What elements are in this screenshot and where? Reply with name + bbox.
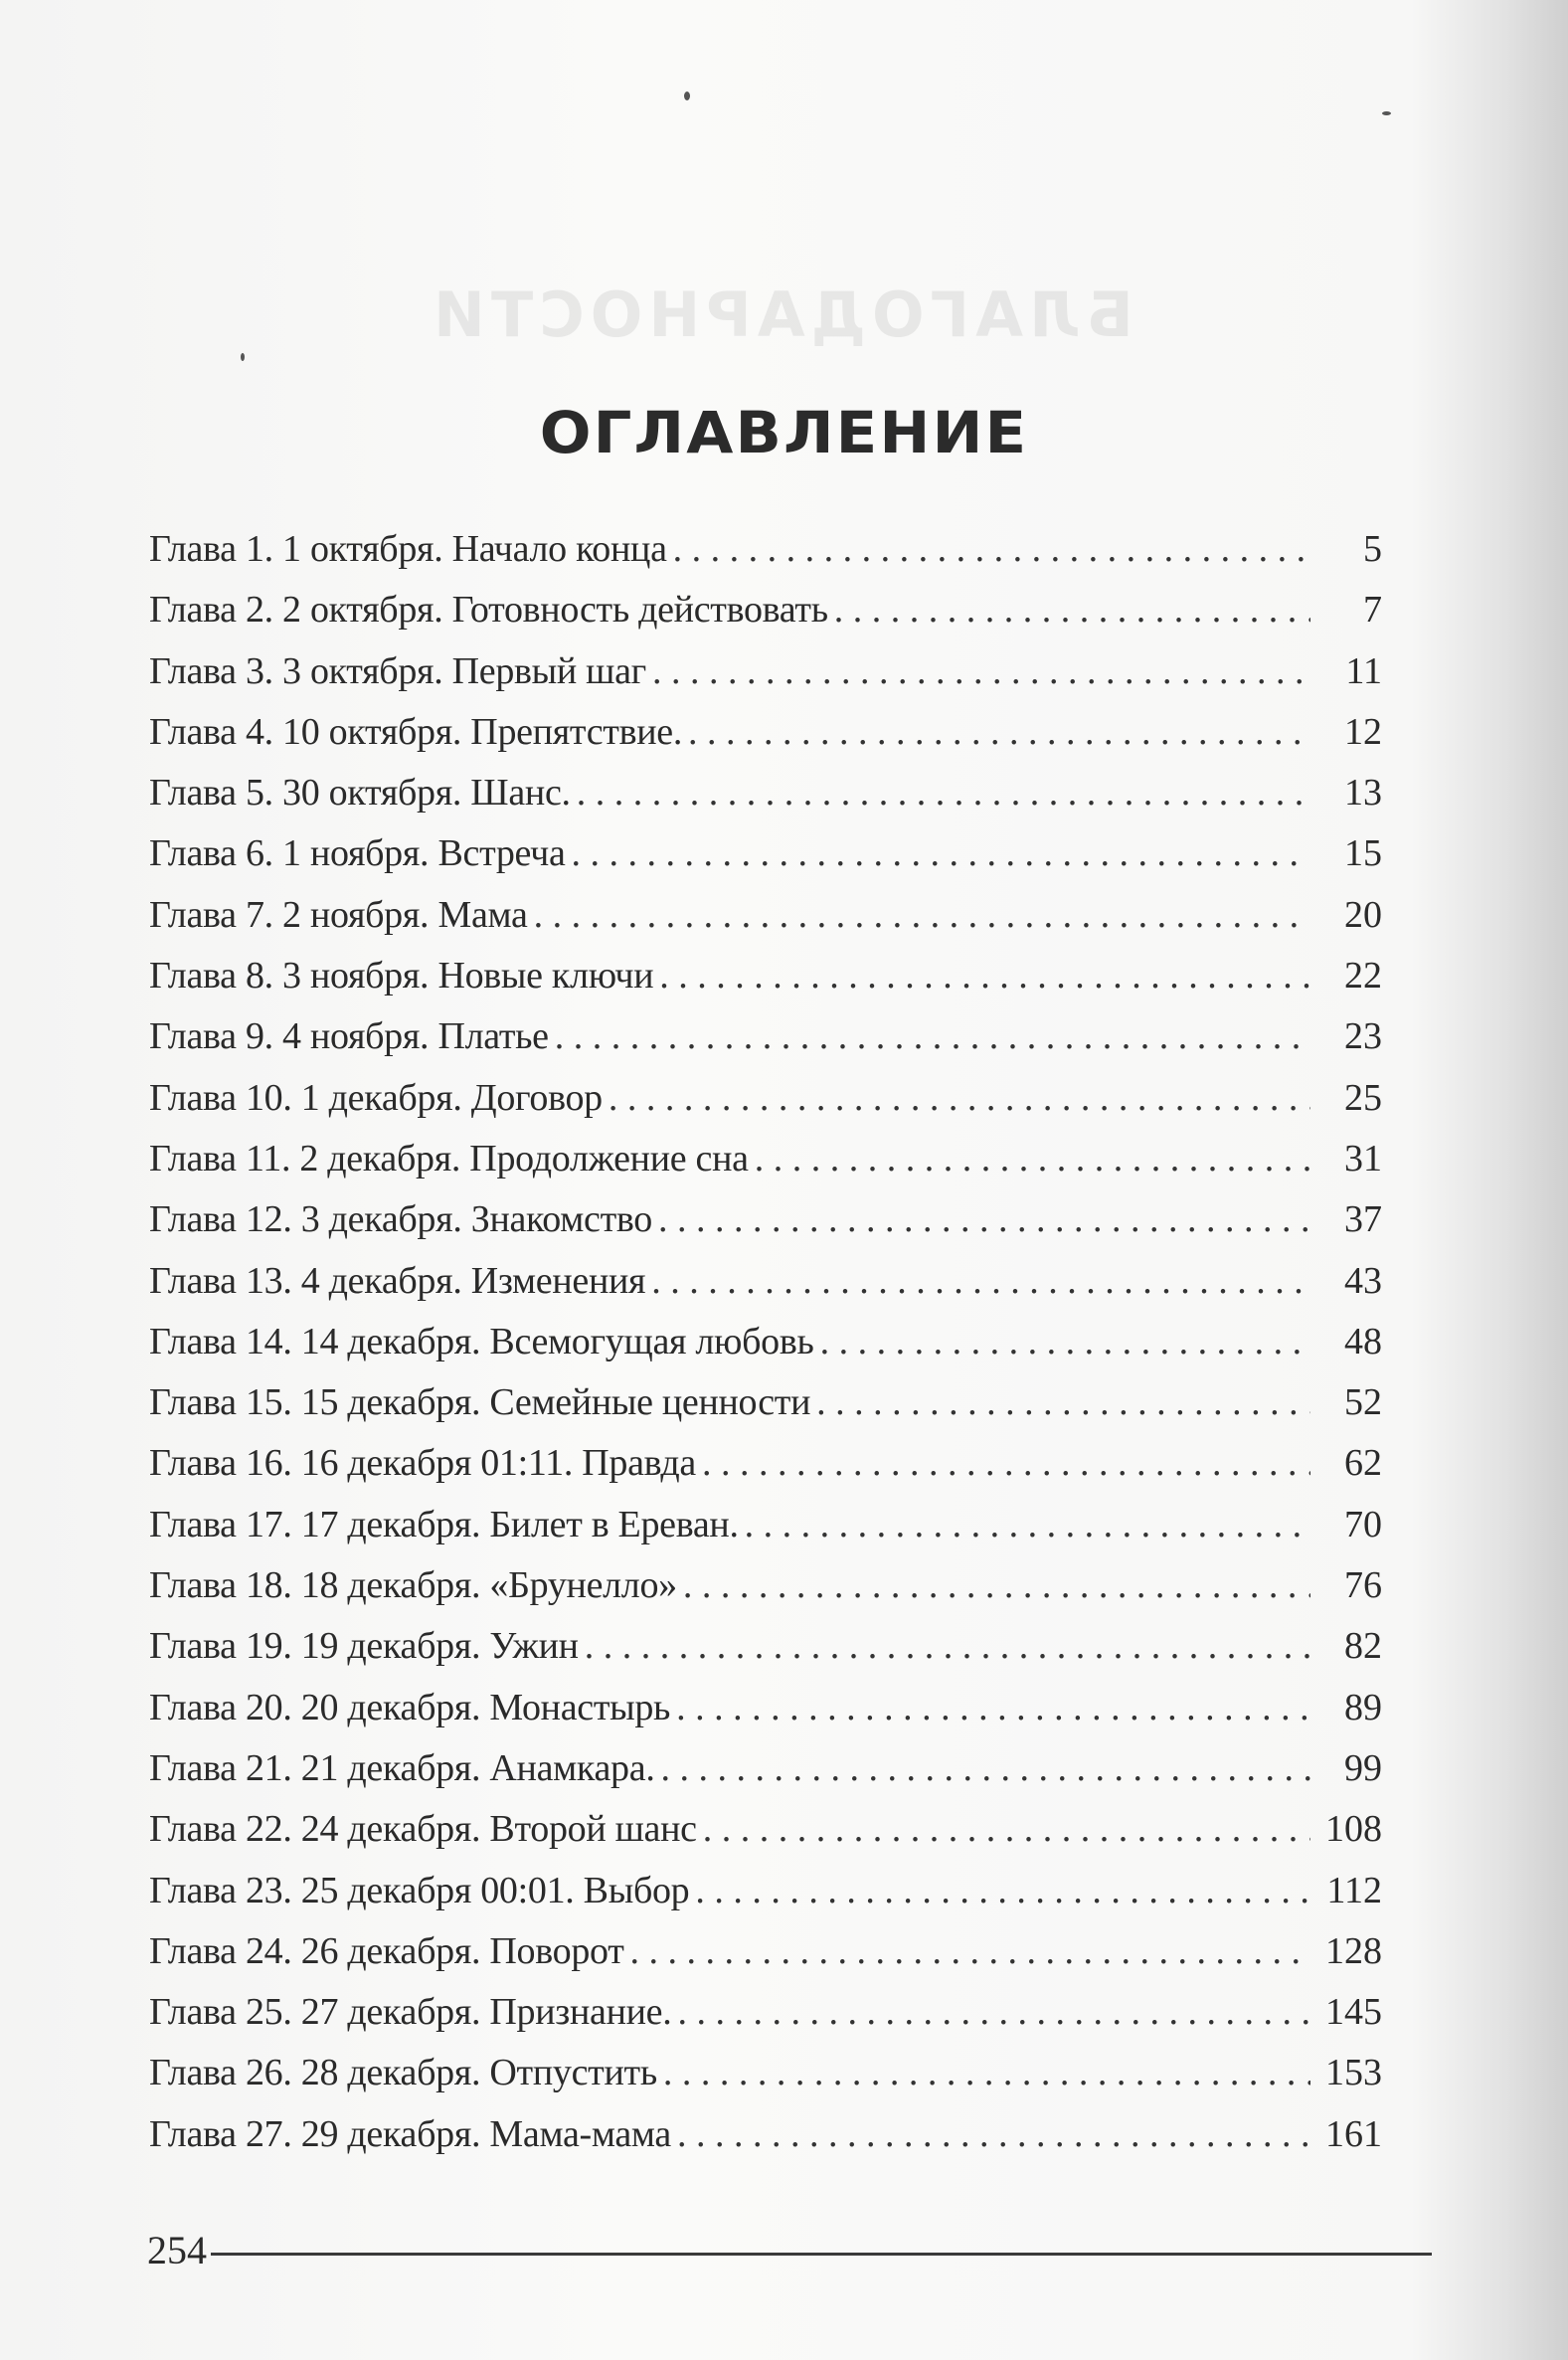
page-number: 62 <box>1344 1442 1382 1485</box>
toc-entry[interactable] <box>149 580 1382 640</box>
chapter-title: Глава 4. 10 октября. Препятствие. <box>149 710 683 753</box>
chapter-title: Глава 13. 4 декабря. Изменения <box>149 1259 646 1302</box>
page-number: 112 <box>1326 1869 1382 1911</box>
chapter-title: Глава 15. 15 декабря. Семейные ценности <box>149 1381 811 1424</box>
dot-leader <box>673 519 1310 580</box>
dot-leader <box>661 1738 1310 1799</box>
page-number: 25 <box>1344 1076 1382 1119</box>
dot-leader <box>609 1068 1310 1129</box>
page-number: 23 <box>1344 1015 1382 1058</box>
toc-entry[interactable] <box>149 1921 1382 1982</box>
dot-leader <box>577 763 1310 823</box>
chapter-title: Глава 24. 26 декабря. Поворот <box>149 1929 624 1972</box>
page-number: 108 <box>1325 1808 1382 1851</box>
toc-entry[interactable] <box>149 2104 1382 2165</box>
toc-entry[interactable] <box>149 1616 1382 1677</box>
toc-entry[interactable] <box>149 1006 1382 1067</box>
chapter-title: Глава 26. 28 декабря. Отпустить <box>149 2052 657 2094</box>
bleed-through-heading: БЛАГОДАРНОСТИ <box>428 278 1133 351</box>
dot-leader <box>585 1616 1310 1677</box>
chapter-title: Глава 23. 25 декабря 00:01. Выбор <box>149 1869 690 1911</box>
page-number: 153 <box>1325 2052 1382 2094</box>
dot-leader <box>816 1372 1310 1433</box>
page-number: 89 <box>1344 1686 1382 1728</box>
chapter-title: Глава 10. 1 декабря. Договор <box>149 1076 603 1119</box>
chapter-title: Глава 1. 1 октября. Начало конца <box>149 528 667 570</box>
ink-speck <box>1382 111 1391 115</box>
toc-entry[interactable] <box>149 1738 1382 1799</box>
page-number: 13 <box>1344 772 1382 815</box>
dot-leader <box>658 1189 1310 1250</box>
table-of-contents <box>149 519 1382 2165</box>
toc-entry[interactable] <box>149 702 1382 763</box>
page-number: 31 <box>1344 1137 1382 1180</box>
toc-entry[interactable] <box>149 1312 1382 1372</box>
toc-entry[interactable] <box>149 1372 1382 1433</box>
toc-entry[interactable] <box>149 641 1382 702</box>
chapter-title: Глава 25. 27 декабря. Признание. <box>149 1991 672 2034</box>
toc-entry[interactable] <box>149 763 1382 823</box>
footer-rule <box>211 2253 1432 2256</box>
page-title: ОГЛАВЛЕНИЕ <box>539 398 1029 466</box>
page-number: 20 <box>1344 893 1382 936</box>
toc-entry[interactable] <box>149 1982 1382 2043</box>
dot-leader <box>755 1129 1310 1189</box>
dot-leader <box>688 702 1310 763</box>
page-number: 15 <box>1344 832 1382 875</box>
page-number: 22 <box>1344 955 1382 998</box>
dot-leader <box>652 641 1310 702</box>
toc-entry[interactable] <box>149 1251 1382 1312</box>
toc-entry[interactable] <box>149 2043 1382 2103</box>
dot-leader <box>703 1799 1310 1860</box>
chapter-title: Глава 27. 29 декабря. Мама-мама <box>149 2112 671 2155</box>
page-number: 76 <box>1344 1564 1382 1607</box>
page-number: 12 <box>1344 710 1382 753</box>
toc-entry[interactable] <box>149 946 1382 1006</box>
toc-entry[interactable] <box>149 519 1382 580</box>
dot-leader <box>745 1495 1310 1555</box>
chapter-title: Глава 22. 24 декабря. Второй шанс <box>149 1808 697 1851</box>
chapter-title: Глава 3. 3 октября. Первый шаг <box>149 649 646 692</box>
page-number: 70 <box>1344 1503 1382 1545</box>
chapter-title: Глава 20. 20 декабря. Монастырь <box>149 1686 671 1728</box>
chapter-title: Глава 17. 17 декабря. Билет в Ереван. <box>149 1503 739 1545</box>
dot-leader <box>572 823 1310 884</box>
dot-leader <box>820 1312 1310 1372</box>
page-number: 145 <box>1325 1991 1382 2034</box>
dot-leader <box>702 1433 1310 1494</box>
page-number: 48 <box>1344 1320 1382 1362</box>
page-number: 128 <box>1325 1929 1382 1972</box>
dot-leader <box>630 1921 1310 1982</box>
chapter-title: Глава 16. 16 декабря 01:11. Правда <box>149 1442 696 1485</box>
toc-entry[interactable] <box>149 1555 1382 1616</box>
chapter-title: Глава 2. 2 октября. Готовность действовать <box>149 589 828 632</box>
dot-leader <box>659 946 1310 1006</box>
toc-entry[interactable] <box>149 1068 1382 1129</box>
dot-leader <box>683 1555 1310 1616</box>
dot-leader <box>676 1678 1310 1738</box>
dot-leader <box>695 1861 1310 1921</box>
toc-entry[interactable] <box>149 1861 1382 1921</box>
page-number: 82 <box>1344 1625 1382 1668</box>
dot-leader <box>677 2104 1310 2165</box>
chapter-title: Глава 7. 2 ноября. Мама <box>149 893 528 936</box>
chapter-title: Глава 6. 1 ноября. Встреча <box>149 832 566 875</box>
page-number: 52 <box>1344 1381 1382 1424</box>
toc-entry[interactable] <box>149 1433 1382 1494</box>
dot-leader <box>834 580 1310 640</box>
page-number: 99 <box>1344 1746 1382 1789</box>
page-number: 5 <box>1363 528 1382 570</box>
chapter-title: Глава 5. 30 октября. Шанс. <box>149 772 571 815</box>
chapter-title: Глава 12. 3 декабря. Знакомство <box>149 1198 652 1241</box>
ink-speck <box>684 91 690 100</box>
toc-entry[interactable] <box>149 885 1382 946</box>
toc-entry[interactable] <box>149 1129 1382 1189</box>
chapter-title: Глава 9. 4 ноября. Платье <box>149 1015 549 1058</box>
toc-entry[interactable] <box>149 823 1382 884</box>
dot-leader <box>534 885 1310 946</box>
page-number: 7 <box>1363 589 1382 632</box>
dot-leader <box>651 1251 1310 1312</box>
toc-entry[interactable] <box>149 1495 1382 1555</box>
ink-speck <box>241 353 245 361</box>
chapter-title: Глава 18. 18 декабря. «Брунелло» <box>149 1564 677 1607</box>
toc-entry[interactable] <box>149 1799 1382 1860</box>
chapter-title: Глава 19. 19 декабря. Ужин <box>149 1625 579 1668</box>
page-number: 11 <box>1345 649 1382 692</box>
chapter-title: Глава 11. 2 декабря. Продолжение сна <box>149 1137 749 1180</box>
page-number: 43 <box>1344 1259 1382 1302</box>
page-number: 37 <box>1344 1198 1382 1241</box>
toc-entry[interactable] <box>149 1678 1382 1738</box>
page-footer <box>147 2225 1432 2276</box>
toc-entry[interactable] <box>149 1189 1382 1250</box>
page-folio-number: 254 <box>147 2228 207 2272</box>
dot-leader <box>677 1982 1310 2043</box>
chapter-title: Глава 14. 14 декабря. Всемогущая любовь <box>149 1320 814 1362</box>
dot-leader <box>663 2043 1310 2103</box>
page-number: 161 <box>1325 2112 1382 2155</box>
chapter-title: Глава 8. 3 ноября. Новые ключи <box>149 955 654 998</box>
chapter-title: Глава 21. 21 декабря. Анамкара. <box>149 1746 655 1789</box>
dot-leader <box>555 1006 1310 1067</box>
